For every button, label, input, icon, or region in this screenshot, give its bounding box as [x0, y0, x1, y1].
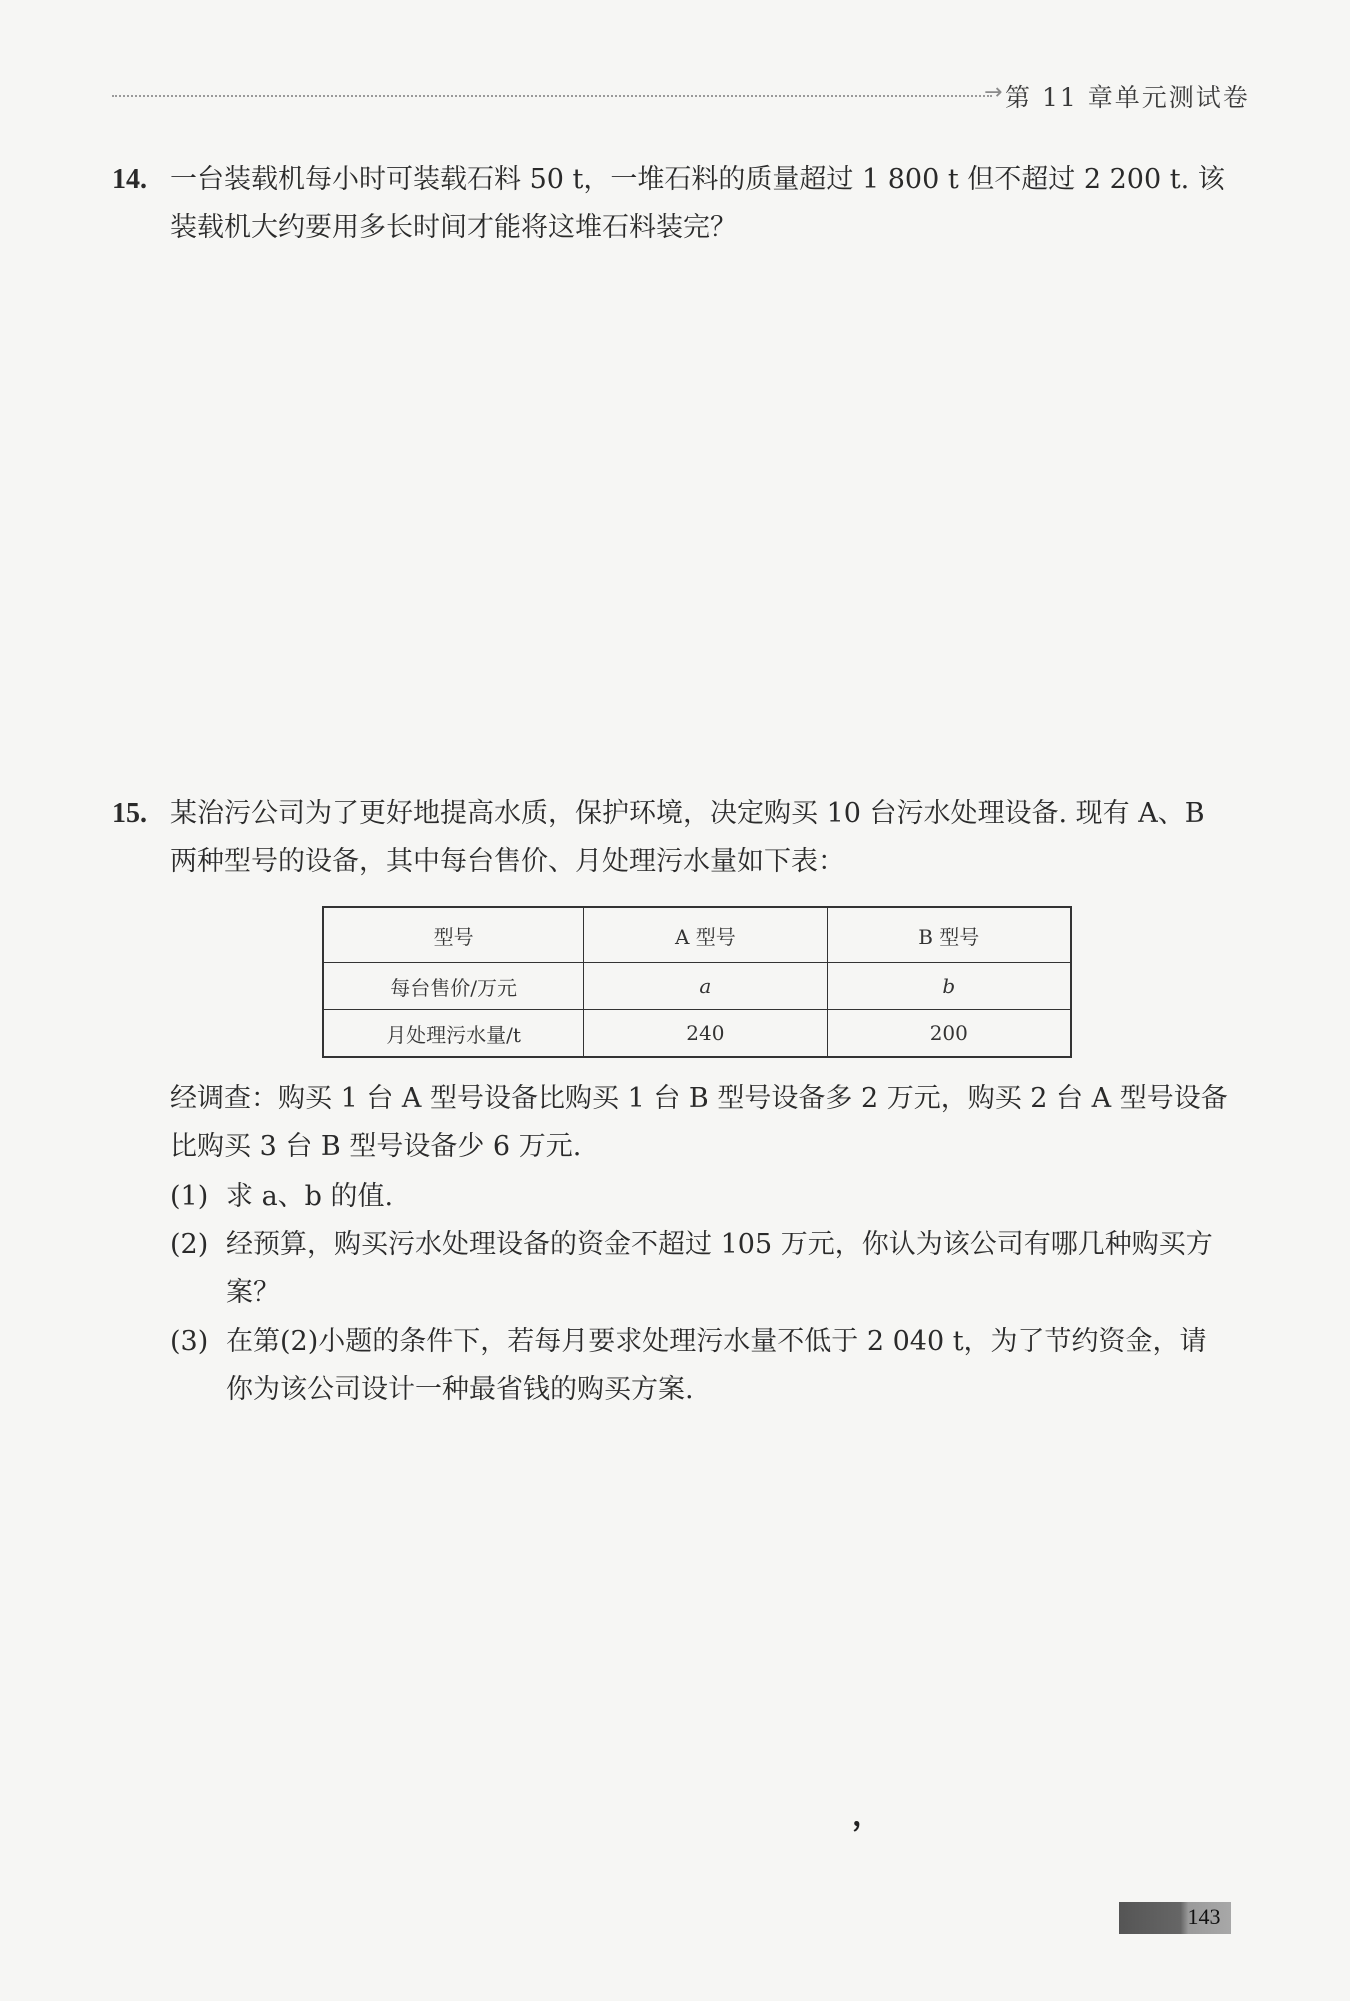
table-header-cell: A 型号	[584, 907, 827, 963]
problem-15-number: 15.	[112, 798, 147, 829]
subquestion-label: (1)	[170, 1181, 209, 1212]
header-arrow-icon: →	[984, 80, 1003, 105]
table-cell: 每台售价/万元	[323, 963, 584, 1010]
table-row	[323, 963, 1071, 1010]
subquestion-label: (2)	[170, 1229, 209, 1260]
page-number: 143	[1187, 1904, 1221, 1929]
table-cell: b	[827, 963, 1071, 1010]
table-header-cell: B 型号	[827, 907, 1071, 963]
problem-14-number: 14.	[112, 164, 147, 195]
stray-comma-mark: ，	[852, 1798, 882, 1833]
chapter-title: 第 11 章单元测试卷	[1005, 83, 1250, 112]
problem-15-text: 某治污公司为了更好地提高水质，保护环境，决定购买 10 台污水处理设备. 现有 A、B 两种型号的设备，其中每台售价、月处理污水量如下表：	[170, 798, 1205, 877]
table-cell: 200	[827, 1010, 1071, 1058]
subquestion-2	[170, 1221, 1232, 1317]
subquestion-label: (3)	[170, 1326, 209, 1357]
subquestion-3	[170, 1318, 1232, 1414]
subquestion-text: 经预算，购买污水处理设备的资金不超过 105 万元，你认为该公司有哪几种购买方案？	[226, 1229, 1213, 1308]
table-cell: 240	[584, 1010, 827, 1058]
subquestion-1	[170, 1173, 1232, 1221]
problem-14-text: 一台装载机每小时可装载石料 50 t，一堆石料的质量超过 1 800 t 但不超过 2 200 t. 该装载机大约要用多长时间才能将这堆石料装完？	[170, 164, 1225, 243]
problem-14	[112, 156, 1232, 252]
table-header-row	[323, 907, 1071, 963]
subquestion-text: 求 a、b 的值.	[226, 1181, 394, 1212]
table-cell: 月处理污水量/t	[323, 1010, 584, 1058]
problem-15	[112, 790, 1232, 886]
table-cell: a	[584, 963, 827, 1010]
equipment-table	[322, 906, 1072, 1058]
survey-text: 经调查：购买 1 台 A 型号设备比购买 1 台 B 型号设备多 2 万元，购买 2 台 A 型号设备比购买 3 台 B 型号设备少 6 万元.	[170, 1083, 1228, 1162]
subquestion-text: 在第(2)小题的条件下，若每月要求处理污水量不低于 2 040 t，为了节约资金，请你为该公司设计一种最省钱的购买方案.	[226, 1326, 1207, 1405]
header-dotted-rule	[112, 95, 992, 97]
table-row	[323, 1010, 1071, 1058]
table-header-cell: 型号	[323, 907, 584, 963]
